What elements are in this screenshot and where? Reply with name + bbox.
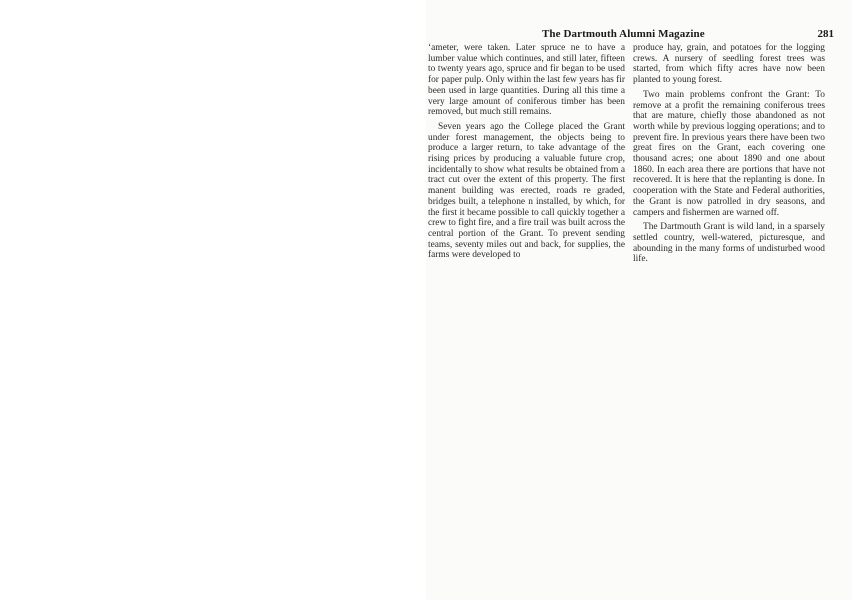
page-header — [542, 28, 834, 42]
magazine-title: The Dartmouth Alumni Magazine — [542, 28, 705, 40]
page-number: 281 — [817, 28, 834, 40]
paragraph: Two main problems confront the Grant: To remove at a profit the remaining coniferous trees that are mature, chiefly those abandoned as not worth while by previous logging operations; and to prevent fire. In previous years there have been two great fires on the Grant, each covering one thousand acres; one about 1890 and one about 1860. In each area there are portions that have not recovered. It is here that the replanting is done. In cooperation with the State and Federal authorities, the Grant is now patrolled in dry seasons, and campers and fishermen are warned off. — [633, 89, 825, 218]
magazine-page — [426, 0, 852, 600]
paragraph: ‘ameter, were taken. Later spruce ne to have a lumber value which continues, and still later, fifteen to twenty years ago, spruce and fir began to be used for paper pulp. Only within the last few years has fir been used in large quantities. During all this time a very large amount of coniferous timber has been removed, but much still remains. — [428, 43, 625, 118]
paragraph: Seven years ago the College placed the Grant under forest management, the objects being to produce a larger return, to take advantage of the rising prices by producing a valuable future crop, incidentally to show what results be obtained from a tract cut over the extent of this property. The first manent building was erected, roads re graded, bridges built, a telephone n installed, by which, for the first it became possible to call quickly together a crew to fight fire, and a fire trail was built across the central portion of the Grant. To prevent sending teams, seventy miles out and back, for supplies, the farms were developed to — [428, 121, 625, 261]
left-column — [426, 43, 625, 265]
paragraph: produce hay, grain, and potatoes for the logging crews. A nursery of seedling forest trees was started, from which fifty acres have now been planted to young forest. — [633, 43, 825, 86]
paragraph: The Dartmouth Grant is wild land, in a sparsely settled country, well-watered, picturesque, and abounding in the many forms of undisturbed wood life. — [633, 222, 825, 265]
right-column — [633, 43, 825, 269]
